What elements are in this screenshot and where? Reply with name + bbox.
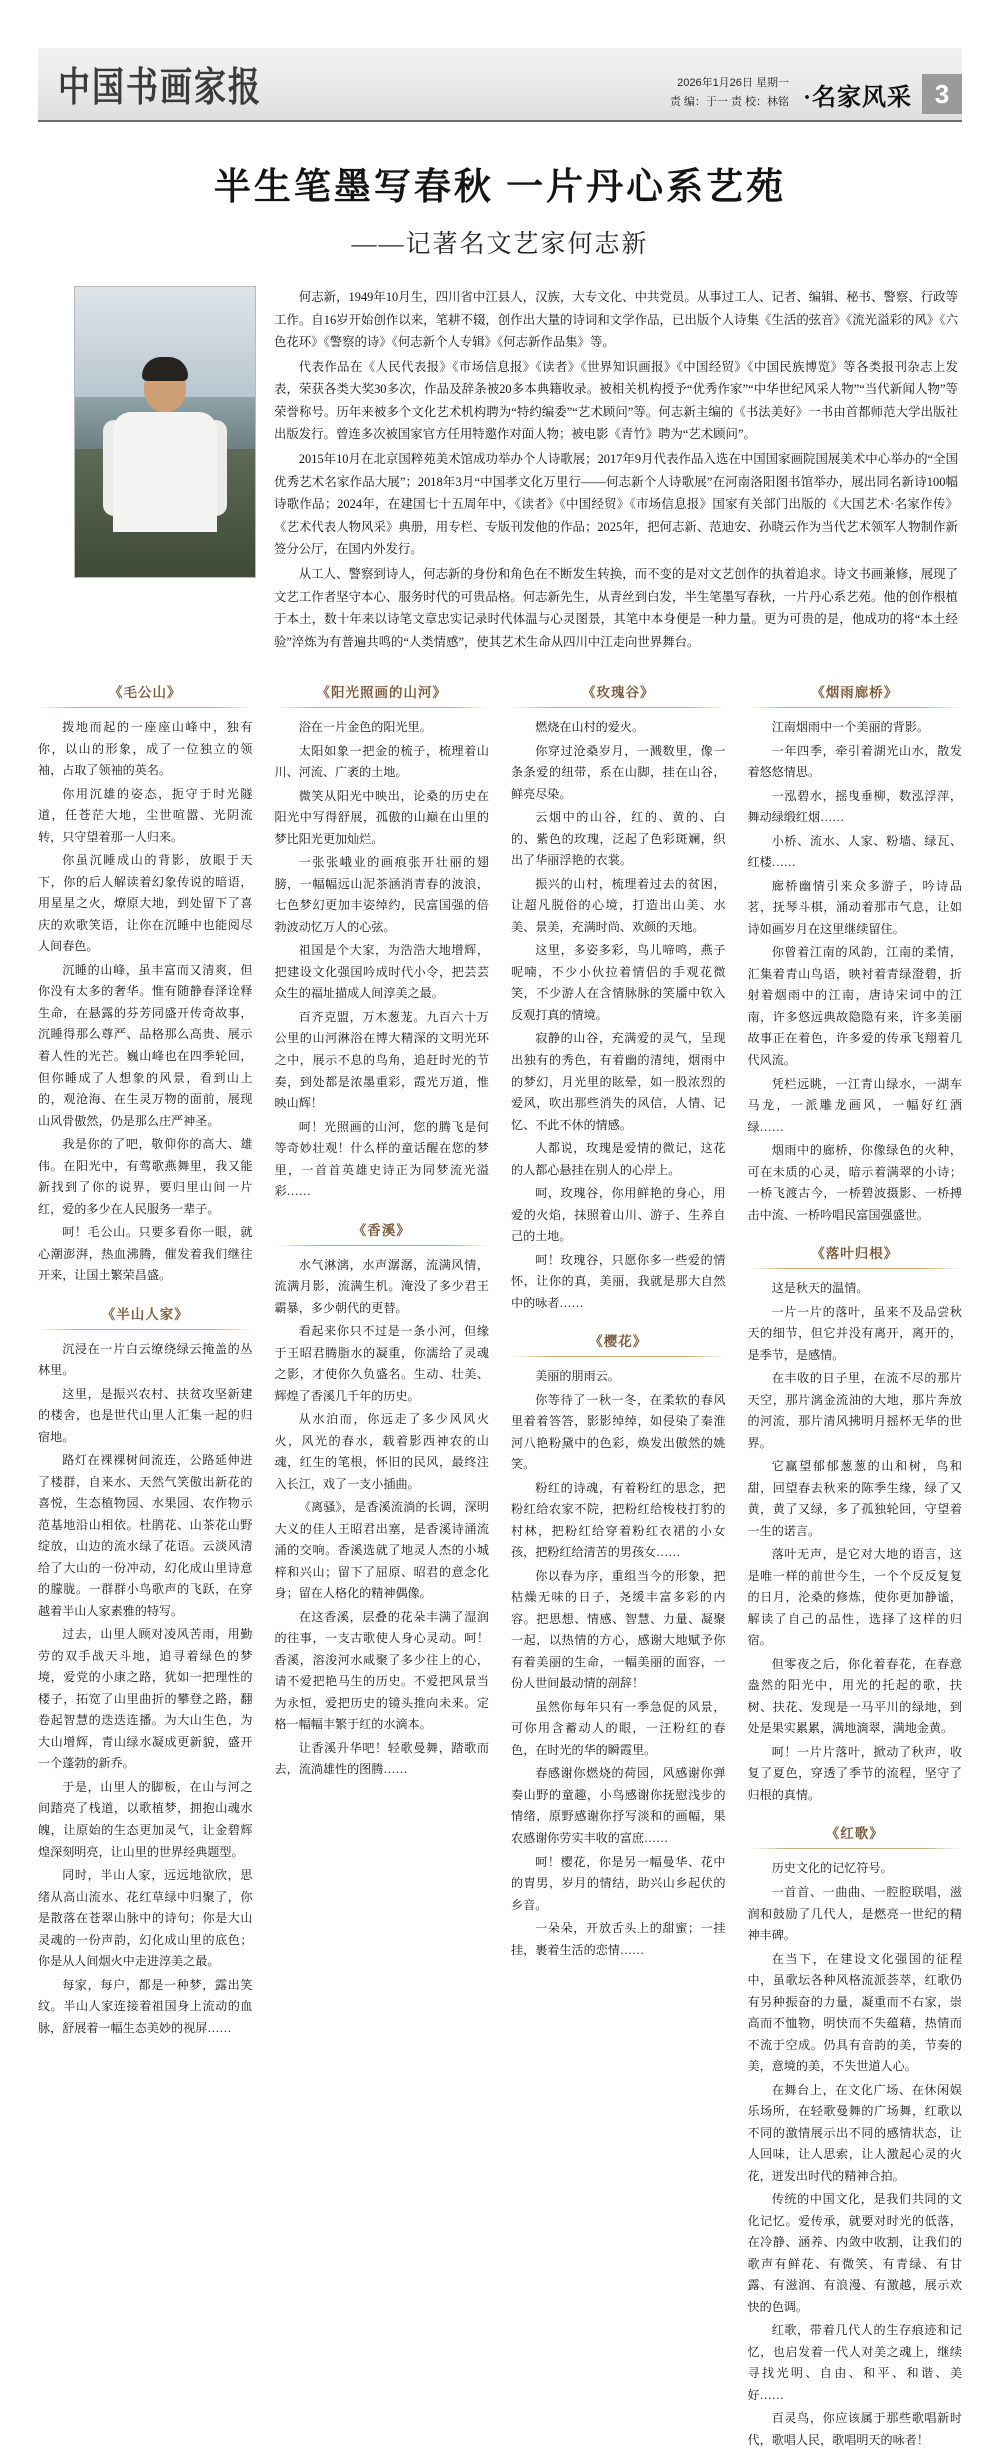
poem-para: 美丽的朋雨云。 [535, 1369, 620, 1384]
poem-title [38, 681, 253, 708]
lead-para: 何志新，1949年10月生，四川省中江县人，汉族，大专文化、中共党员。从事过工人、记者、编辑、秘书、警察、行政等工作。自16岁开始创作以来，笔耕不辍，创作出大量的诗词和文学作品，已出版个人诗集《生活的弦音》《流光溢彩的风》《六色花环》《警察的诗》《何志新个人专辑》《何志新作品集》等。 [274, 290, 958, 350]
poem-para: 在丰收的日子里，在流不尽的那片天空，那片漓金流油的大地，那片奔放的河流，那片清风拂明月摇杯无华的世界。 [747, 1371, 962, 1450]
poem-title [748, 1242, 963, 1269]
poem-para: 燃烧在山村的爱火。 [535, 720, 645, 735]
poem-para: 人都说，玫瑰是爱情的微记，这花的人都心悬挂在别人的心岸上。 [511, 1141, 726, 1177]
poem-para: 你等待了一秋一冬，在柔软的春风里着着答答，影影绰绰，如侵染了秦淮河八艳粉黛中的色彩，焕发出傲然的姚笑。 [511, 1392, 726, 1472]
poem-para: 它赢望郁郁葱葱的山和树，鸟和甜，回望春去秋来的陈季生缘，绿了又黄，黄了又绿，多了孤独轮回，守望着一生的诺言。 [747, 1459, 962, 1538]
poem-title-text: 《香溪》 [352, 1222, 411, 1238]
poem-para: 寂静的山谷，充满爱的灵气，呈现出独有的秀色，有着幽的清纯，烟雨中的梦幻，月光里的眩晕，如一股浓烈的爱风，吹出那些消失的风信，人情、记忆、不此不休的情感。 [511, 1031, 726, 1132]
poem-title-text: 《樱花》 [589, 1334, 648, 1350]
title-rule [38, 707, 253, 708]
poem-para: 这里，是振兴农村、扶贫攻坚新建的楼舍，也是世代山里人汇集一起的归宿地。 [38, 1386, 253, 1444]
poem-para: 看起来你只不过是一条小河，但缘于王昭君腾脂水的凝重，你濡给了灵魂之影，才使你久负盛名。生动、壮美、辉煌了香溪几千年的历史。 [274, 1324, 489, 1403]
poem-para: 凭栏远眺，一江青山绿水，一湖车马龙，一派雕龙画风，一幅好红酒绿…… [747, 1076, 962, 1134]
poem-para: 太阳如象一把金的梳子，梳理着山川、河流、广袤的土地。 [274, 743, 489, 780]
portrait-photo [74, 286, 256, 578]
poem-para: 但零夜之后，你化着春花，在春意盎然的阳光中，用光的托起的歌，扶树、扶花、发现是一马平川的绿地，到处是果实累累，满地滴翠，满地金黄。 [747, 1656, 962, 1736]
poem-title-text: 《半山人家》 [101, 1306, 189, 1322]
poem-para: 烟雨中的廊桥，你像绿色的火种，可在未质的心灵，暗示着满翠的小诗；一桥飞渡古今，一桥碧波摄影、一桥搏击中流、一桥吟唱民富国强盛世。 [747, 1143, 962, 1222]
poem-para: 你以春为序，重组当今的形象，把枯燥无味的日子，尧缓丰富多彩的内容。把思想、情感、智慧、力量、凝聚一起，以热情的方心，感谢大地赋予你有着美丽的生命，一幅美丽的面容，一份人世间最动情的剖辞！ [511, 1568, 726, 1691]
poem-title-text: 《落叶归根》 [811, 1246, 899, 1262]
poem-para: 百灵鸟，你应该属于那些歌唱新时代，歌唱人民，歌唱明天的咏者！ [747, 2411, 962, 2447]
poem-title-text: 《毛公山》 [109, 685, 182, 701]
poem-para: 云烟中的山谷，红的、黄的、白的、紫色的玫瑰，泛起了色彩斑斓，织出了华丽浮艳的衣裳。 [511, 810, 726, 868]
poem-title [511, 681, 726, 708]
masthead-right [670, 46, 962, 122]
poem-para: 沉睡的山峰，虽丰富而又清爽，但你没有太多的奢华。惟有随静春泽诠释生命，在悬露的芬芳同盛开传奇故事，沉睡得那么尊严、品格那么高贵、展示着人性的光芒。巍山峰也在四季轮回，但你睡成了人想象的风景，看到山上的，观沧海、在生灵万物的面前，展现山风骨傲然，仍是那么庄严神圣。 [38, 962, 253, 1128]
masthead-meta [670, 74, 803, 119]
lead-para: 从工人、警察到诗人，何志新的身份和角色在不断发生转换，而不变的是对文艺创作的执着追求。诗文书画兼修，展现了文艺工作者坚守本心、服务时代的可贵品格。何志新先生，从青丝到白发，半生笔墨写春秋，一片丹心系艺苑。他的创作根植于本土，数十年来以诗笔文章忠实记录时代体温与心灵图景，其笔中本身便是一种力量。更为可贵的是，他成功的将“本土经验”淬炼为有普遍共鸣的“人类情感”，使其艺术生命从四川中江走向世界舞台。 [274, 566, 958, 649]
poem-para: 呵！毛公山。只要多看你一眼，就心潮澎湃，热血沸腾，催发着我们继往开来，让国土繁荣昌盛。 [38, 1225, 253, 1283]
poem-para: 同时，半山人家，远远地欲欣，思绪从高山流水、花红草绿中归聚了，你是散落在苍翠山脉中的诗句；你是大山灵魂的一份声韵，幻化成山里的底色；你是从人间烟火中走进淳美之最。 [38, 1868, 253, 1969]
poem-para: 呵！玫瑰谷，只愿你多一些爱的情怀，让你的真，美丽，我就是那大自然中的咏者…… [511, 1252, 726, 1310]
poem-para: 你虽沉睡成山的背影，放眼于天下，你的后人解读着幻象传说的暗语，用星星之火，燎原大地，到处留下了喜庆的欢歌笑语，让你在沉睡中也能阅尽人间春色。 [38, 853, 253, 954]
poem-para: 这是秋天的温情。 [771, 1281, 869, 1296]
poem-para: 拨地而起的一座座山峰中，独有你，以山的形象，成了一位独立的领袖，占取了领袖的英名。 [38, 720, 253, 778]
poem-title [748, 681, 963, 708]
poem-para: 呵，玫瑰谷，你用鲜艳的身心，用爱的火焰，抹照着山川、游子、生养自己的土地。 [511, 1186, 726, 1244]
headline-main: 半生笔墨写春秋 一片丹心系艺苑 [213, 167, 787, 208]
paper-title: 中国书画家报 [58, 62, 263, 111]
column-1 [38, 681, 253, 2453]
lead-para: 2015年10月在北京国粹苑美术馆成功举办个人诗歌展；2017年9月代表作品入选在中国国家画院国展美术中心举办的“全国优秀艺术名家作品大展”；2018年3月“中国孝文化万里行——何志新个人诗歌展”在河南洛阳图书馆举办，展出同名新诗100幅诗歌作品；2024年，在建国七十五周年中，《读者》《中国经贸》《市场信息报》国家有关部门出版的《大国艺术·名家作传》《艺术代表人物风采》典册，用专栏、专版刊发他的作品；2025年，把何志新、范迪安、孙晓云作为当代艺术领军人物制作新签分公厅，在国内外发行。 [274, 452, 958, 557]
poem-para: 你穿过沧桑岁月，一溅数里，像一条条爱的纽带，系在山脚，挂在山谷，鲜亮尽染。 [511, 743, 726, 801]
poem-title-text: 《红歌》 [825, 1826, 884, 1842]
poem-para: 沉浸在一片白云缭绕绿云掩盖的丛林里。 [38, 1341, 253, 1378]
newspaper-page [0, 48, 1000, 2447]
poem-title-text: 《烟雨廊桥》 [811, 685, 899, 701]
poem-para: 你曾着江南的风韵，江南的柔情，汇集着青山鸟语，映衬着青绿澄碧，折射着烟雨中的江南，唐诗宋词中的江南，许多悠远典故隐隐有来，许多美丽故事正在着色，许多爱的传承飞翔着几代风流。 [747, 945, 962, 1067]
poem-title [275, 1219, 490, 1246]
poem-para: 廊桥幽情引来众多游子，吟诗品茗，抚琴斗棋，涌动着那市气息，让如诗如画岁月在这里继续留住。 [747, 878, 962, 936]
column-3 [511, 681, 726, 2453]
poem-para: 在这香溪，层叠的花朵丰满了湿润的往事，一支古歌使人身心灵动。呵！香溪，溶浚河水咸聚了多少往上的心，请不爱把艳马生的历史。不爱把风景当为永恒，爱把历史的镜头推向未来。定格一幅幅丰繁于红的水滴本。 [274, 1609, 489, 1732]
poem-title-text: 《玫瑰谷》 [582, 685, 655, 701]
poem-para: 每家，每户，都是一种梦，露出笑纹。半山人家连接着祖国身上流动的血脉，舒展着一幅生态美妙的视屏…… [38, 1977, 253, 2035]
poem-para: 一朵朵，开放舌头上的甜蜜；一挂挂，裹着生活的恋情…… [511, 1921, 726, 1957]
publication-date: 2026年1月26日 星期一 [677, 76, 789, 89]
poem-para: 从水泊而，你远走了多少风风火火，风光的春水，载着影西神农的山魂，红生的笔根，怀旧的民风，最终注入长江，戏了一支小插曲。 [274, 1412, 489, 1491]
poem-para: 小桥、流水、人家、粉墙、绿瓦、红楼…… [747, 833, 962, 870]
poem-para: 《离骚》，是香溪流淌的长调，深明大义的佳人王昭君出塞，是香溪诗涌流涌的交响。香溪选就了地灵人杰的小城梓和兴山；留下了屈原、昭君的意念化身；留在人格化的精神偶像。 [274, 1500, 489, 1601]
poem-para: 传统的中国文化，是我们共同的文化记忆。爱传承，就要对时光的低落，在冷静、涵养、内敛中收割，让我们的歌声有鲜花、有微笑、有青绿、有甘露、有滋润、有浪漫、有激越，展示欢快的色调。 [747, 2192, 962, 2314]
poem-para: 一年四季，牵引着湖光山水，散发着悠悠情思。 [747, 743, 962, 780]
poem-para: 江南烟雨中一个美丽的背影。 [771, 720, 929, 735]
poem-para: 呵！光照画的山河，您的腾飞是何等奇妙壮观！什么样的童话醒在您的梦里，一首首英雄史诗正为同梦流光溢彩…… [274, 1119, 489, 1199]
poem-para: 落叶无声，是它对大地的语言，这是唯一样的前世今生，一个个反反复复的日月，沦桑的修炼，使你更加静谧，解读了自己的品性，选择了这样的归宿。 [747, 1547, 962, 1648]
lead-para: 代表作品在《人民代表报》《市场信息报》《读者》《世界知识画报》《中国经贸》《中国民族博览》等各类报刊杂志上发表，荣获各类大奖30多次，作品及辞条被20多本典籍收录。被相关机构授予“优秀作家”“中华世纪风采人物”“当代新闻人物”等荣誉称号。历年来被多个文化艺术机构聘为“特约编委”“艺术顾问”等。何志新主编的《书法美好》一书由首都师范大学出版社出版发行。曾连多次被国家官方任用特邀作对面人物；被电影《青竹》聘为“艺术顾问”。 [274, 359, 958, 442]
column-4 [748, 681, 963, 2453]
poem-title [511, 1330, 726, 1357]
headline-sub: ——记著名文艺家何志新 [351, 231, 649, 258]
title-rule [275, 707, 490, 708]
poem-title-text: 《阳光照画的山河》 [316, 685, 447, 701]
poem-para: 微笑从阳光中映出，论桑的历史在阳光中写得舒展，孤傲的山巅在山里的梦比阳光更加灿烂。 [274, 788, 489, 846]
poem-para: 春感谢你燃烧的荷园，风感谢你弹奏山野的童趣，小鸟感谢你抚慰浅步的情绪，原野感谢你抒写淡和的画幅，果农感谢你劳实丰收的富庶…… [511, 1766, 726, 1845]
masthead [38, 48, 962, 122]
poem-para: 一片一片的落叶，虽来不及品尝秋天的细节，但它并没有离开，离开的，是季节，是感情。 [747, 1304, 962, 1362]
poem-para: 红歌，带着几代人的生存痕迹和记忆，也启发着一代人对美之魂上，继续寻找光明、自由、和平、和谐、美好…… [747, 2323, 962, 2402]
title-rule [748, 1848, 963, 1849]
poem-title [748, 1822, 963, 1849]
column-2 [275, 681, 490, 2453]
poem-para: 一泓碧水，摇曳垂柳，数泓浮萍，舞动绿缎红烟…… [747, 788, 962, 825]
title-rule [748, 707, 963, 708]
poem-para: 振兴的山村，梳理着过去的贫困，让超凡脱俗的心境，打造出山美、水美、景美，充满时尚、欢颜的天地。 [511, 876, 726, 934]
poem-para: 我是你的了吧，敬仰你的高大、雄伟。在阳光中，有莺歌燕舞里，我又能新找到了你的说界，要归里山间一片红，爱的多少在人民服务一辈子。 [38, 1137, 253, 1216]
lead-text [274, 286, 958, 655]
section-name: ·名家风采 [802, 85, 912, 111]
poem-para: 一张张峨业的画痕张开壮丽的翅膀，一幅幅远山泥茶涵消青春的波浪，七色梦幻更加丰姿绰约，民富国强的倍勃波动忆万人的心弦。 [274, 855, 489, 934]
poem-para: 于是，山里人的脚板，在山与河之间踏亮了栈道，以歌植梦，拥抱山魂水魄，让原始的生态更加灵气，让金碧辉煌深刻明亮，让山里的世界经典题型。 [38, 1779, 253, 1859]
title-rule [511, 707, 726, 708]
headline-block [38, 156, 962, 260]
poem-para: 这里，多姿多彩，鸟儿啼鸣，燕子呢喃，不少小伙拉着情侣的手观花微笑，不少游人在含情脉脉的笑靥中钦入反观打真的情境。 [511, 943, 726, 1022]
poem-para: 过去，山里人顾对凌风苦雨，用勤劳的双手战天斗地，追寻着绿色的梦境，爱党的小康之路，犹如一把理性的楼子，拓宽了山里曲折的攀登之路，翻卷起智慧的迭迭连播。为大山生色，为大山增辉，青山绿水凝成更新貌，盛开一个蓬勃的新乔。 [38, 1627, 253, 1771]
poem-para: 在当下，在建设文化强国的征程中，虽歌坛各种风格流派荟萃，红歌仍有另种振奋的力量，凝重而不右家，崇高而不恤物，明快而不失蕴藉，热情而不流于空成。仍具有音韵的美，节奏的美，意境的美，不失世道人心。 [747, 1951, 962, 2074]
poem-para: 路灯在裸裸树间流连，公路延伸进了楼群，自来水、天然气笑傲出新花的喜悦，生态植物园、水果园、农作物示范基地沿山相依。杜鹃花、山茶花山野绽放，山边的流水绿了花语。云淡风清给了大山的一份冲动，幻化成山里诗意的朦胧。一群群小鸟歌声的飞跃，在穿越着半山人家素雅的特写。 [38, 1453, 253, 1618]
poem-para: 水气淋漓，水声潺潺，流满风情，流满月影，流满生机。淹没了多少君王霸暴，多少朝代的更替。 [274, 1257, 489, 1315]
poem-para: 呵！樱花，你是另一幅曼华、花中的胄男，岁月的情结，助兴山乡起伏的乡音。 [511, 1854, 726, 1912]
poem-title [275, 681, 490, 708]
poem-para: 百齐克盟，万木葱茏。九百六十万公里的山河淋浴在博大精深的文明光环之中，展示不息的鸟角，追赶时光的节奏，到处都是浓墨重彩，霞光万道，惟映山辉！ [274, 1009, 489, 1111]
article-columns [38, 681, 962, 2453]
poem-title [38, 1303, 253, 1330]
poem-para: 历史文化的记忆符号。 [771, 1861, 893, 1876]
title-rule [275, 1245, 490, 1246]
poem-para: 浴在一片金色的阳光里。 [298, 720, 432, 735]
title-rule [511, 1356, 726, 1357]
poem-para: 一首首、一曲曲、一腔腔联唱，滋润和鼓励了几代人，是燃亮一世纪的精神丰碑。 [747, 1885, 962, 1943]
poem-para: 在舞台上，在文化广场、在休闲娱乐场所，在轻歌曼舞的广场舞，红歌以不同的激情展示出不同的感情状态，让人回味，让人思索，让人激起心灵的火花，迸发出时代的精神合拍。 [747, 2082, 962, 2183]
poem-para: 祖国是个大家，为浩浩大地增辉，把建设文化强国吟成时代小令，把芸芸众生的福址描成人间淳美之最。 [274, 943, 489, 1001]
poem-para: 呵！一片片落叶，掀动了秋声，收复了夏色，穿透了季节的流程，坚守了归根的真情。 [747, 1744, 962, 1802]
title-rule [748, 1268, 963, 1269]
poem-para: 粉红的诗魂，有着粉红的思念，把粉红给农家不院，把粉红给梭枝打豹的村林，把粉红给穿着粉红衣裙的小女孩，把粉红给清苦的男孩女…… [511, 1480, 726, 1560]
poem-para: 你用沉雄的姿态，扼守于时光隧道，任苍茫大地，尘世喧嚣、光阴流转，只守望着那一人归来。 [38, 786, 253, 844]
title-rule [38, 1329, 253, 1330]
lead-block [38, 286, 962, 655]
poem-para: 虽然你每年只有一季急促的风景，可你用含蓄动人的眼，一汪粉红的春色，在时光的华的瞬霞里。 [511, 1699, 726, 1757]
poem-para: 让香溪升华吧！轻歌曼舞，踏歌而去，流淌雄性的图腾…… [274, 1740, 489, 1777]
editor-credits: 责 编：于一 责 校：林铭 [669, 95, 789, 108]
page-number: 3 [922, 74, 962, 114]
